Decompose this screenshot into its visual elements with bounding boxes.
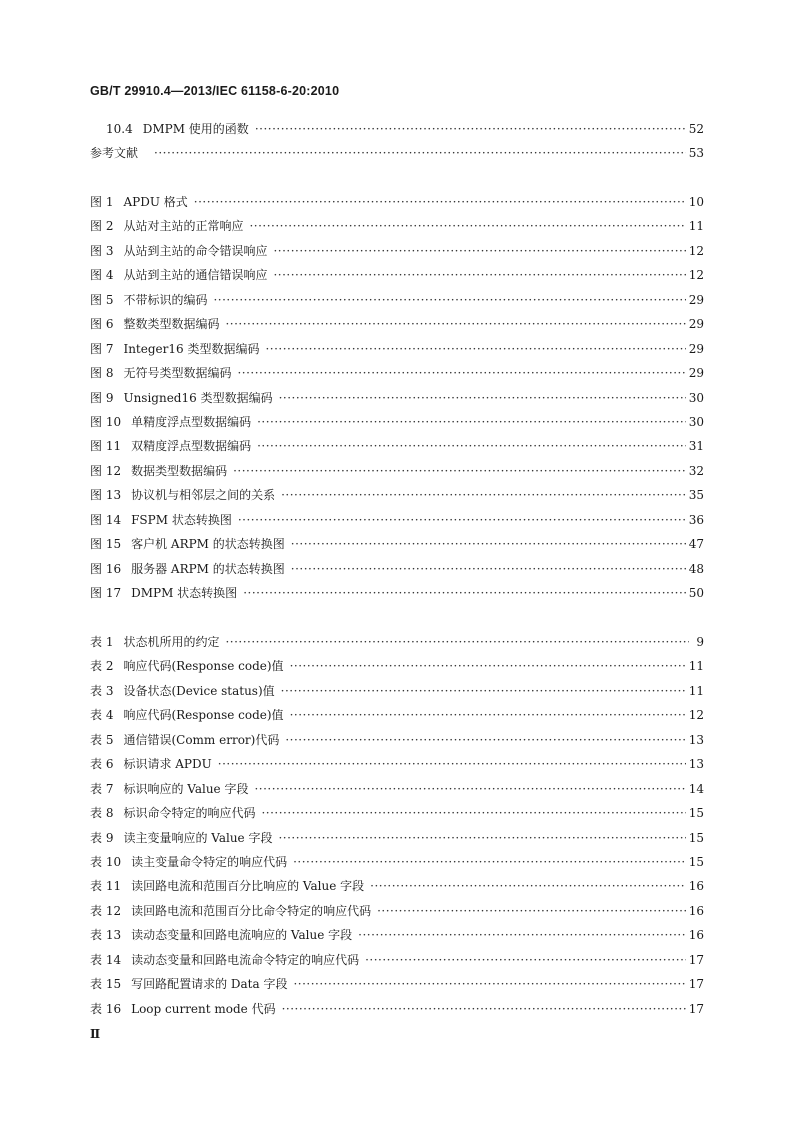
figure-entry-page: 35 [688, 488, 704, 503]
figure-entry[interactable] [90, 288, 704, 312]
figure-entry-number: 图 16 [90, 561, 122, 576]
figure-entry-page: 30 [688, 390, 704, 405]
table-entry-title: 标识响应的 Value 字段 [123, 781, 249, 796]
dot-leader [370, 874, 686, 898]
dot-leader [273, 263, 685, 287]
figure-entry-page: 50 [688, 586, 704, 600]
figure-entry-number: 图 17 [90, 586, 122, 600]
figure-entry-number: 图 3 [90, 243, 114, 258]
toc-entry-number: 参考文献 [90, 146, 139, 161]
table-entry-number: 表 8 [90, 806, 114, 821]
dot-leader [377, 899, 686, 923]
dot-leader [225, 312, 685, 336]
table-entry-number: 表 5 [90, 732, 114, 747]
figure-entry-title: FSPM 状态转换图 [131, 512, 232, 527]
figure-entry-page: 31 [688, 439, 704, 454]
table-entry-number: 表 6 [90, 757, 114, 772]
figure-entry[interactable] [90, 312, 704, 336]
dot-leader [243, 581, 686, 605]
table-entry-title: 读动态变量和回路电流响应的 Value 字段 [131, 928, 353, 943]
figure-entry-number: 图 13 [90, 488, 122, 503]
table-entry-page: 12 [688, 708, 704, 723]
figure-entry-title: 整数类型数据编码 [123, 317, 220, 332]
dot-leader [233, 459, 686, 483]
figure-entry-title: 从站到主站的命令错误响应 [123, 243, 268, 258]
dot-leader [358, 923, 686, 947]
figure-entry[interactable] [90, 361, 704, 385]
figure-entry-title: 协议机与相邻层之间的关系 [131, 488, 276, 503]
figure-entry-number: 图 15 [90, 537, 122, 552]
table-entry-number: 表 3 [90, 683, 114, 698]
figure-entry-title: APDU 格式 [123, 195, 188, 209]
table-entry-number: 表 11 [90, 879, 122, 894]
dot-leader [291, 532, 686, 556]
table-entry-number: 表 9 [90, 830, 114, 845]
figure-entry-number: 图 14 [90, 512, 122, 527]
figure-entry-page: 29 [688, 292, 704, 307]
figure-entry-page: 30 [688, 414, 704, 429]
table-entry-number: 表 1 [90, 635, 114, 649]
table-entry-title: 读主变量命令特定的响应代码 [131, 854, 288, 869]
table-entry[interactable] [90, 752, 704, 776]
figure-entry-number: 图 11 [90, 439, 122, 454]
table-entry-title: 读回路电流和范围百分比命令特定的响应代码 [131, 903, 372, 918]
table-entry-title: 读回路电流和范围百分比响应的 Value 字段 [131, 879, 365, 894]
dot-leader [218, 752, 686, 776]
table-entry-number: 表 7 [90, 781, 114, 796]
figure-entry-title: 服务器 ARPM 的状态转换图 [131, 561, 285, 576]
table-entry-page: 11 [688, 659, 704, 674]
figure-entry-title: 双精度浮点型数据编码 [131, 439, 252, 454]
table-entry-title: 通信错误(Comm error)代码 [123, 732, 280, 747]
figure-entry-number: 图 1 [90, 195, 114, 209]
toc-entry[interactable] [90, 117, 704, 141]
dot-leader [225, 630, 689, 654]
figure-entry-number: 图 12 [90, 463, 122, 478]
figure-entry-page: 29 [688, 366, 704, 381]
figure-entry-number: 图 4 [90, 268, 114, 283]
table-entry-page: 17 [688, 1001, 704, 1016]
toc-continued-list [90, 117, 704, 166]
table-entry-page: 15 [688, 806, 704, 821]
figure-entry[interactable] [90, 337, 704, 361]
table-entry-title: Loop current mode 代码 [131, 1001, 276, 1016]
toc-entry[interactable] [90, 141, 704, 165]
table-entry-number: 表 4 [90, 708, 114, 723]
figure-entry-page: 48 [688, 561, 704, 576]
table-entry[interactable] [90, 654, 704, 678]
figure-entry-page: 47 [688, 537, 704, 552]
table-entry-page: 15 [688, 830, 704, 845]
figure-entry-page: 36 [688, 512, 704, 527]
toc-entry-title: DMPM 使用的函数 [142, 122, 249, 136]
table-entry-number: 表 12 [90, 903, 122, 918]
figure-entry[interactable] [90, 483, 704, 507]
table-entry[interactable] [90, 899, 704, 923]
figure-entry-title: 从站对主站的正常响应 [123, 219, 244, 234]
figure-entry[interactable] [90, 239, 704, 263]
figure-entry-page: 29 [688, 341, 704, 356]
figure-entry-number: 图 9 [90, 390, 114, 405]
table-entry-page: 16 [688, 903, 704, 918]
dot-leader [290, 703, 686, 727]
table-entry[interactable] [90, 777, 704, 801]
figure-entry[interactable] [90, 508, 704, 532]
dot-leader [285, 728, 685, 752]
figure-entry-title: 从站到主站的通信错误响应 [123, 268, 268, 283]
figure-entry-number: 图 6 [90, 317, 114, 332]
table-entry-page: 16 [688, 928, 704, 943]
table-entry[interactable] [90, 728, 704, 752]
table-entry-page: 9 [696, 635, 704, 649]
table-entry[interactable] [90, 923, 704, 947]
standard-number-header: GB/T 29910.4—2013/IEC 61158-6-20:2010 [90, 84, 340, 98]
dot-leader [281, 483, 686, 507]
figure-entry-title: 无符号类型数据编码 [123, 366, 232, 381]
dot-leader [261, 801, 685, 825]
table-entry-title: 读动态变量和回路电流命令特定的响应代码 [131, 952, 360, 967]
dot-leader [265, 337, 685, 361]
figure-entry[interactable] [90, 459, 704, 483]
dot-leader [291, 557, 686, 581]
table-entry-title: 设备状态(Device status)值 [123, 683, 275, 698]
dot-leader [255, 117, 686, 141]
table-entry[interactable] [90, 679, 704, 703]
table-entry-title: 标识命令特定的响应代码 [123, 806, 256, 821]
figure-entry[interactable] [90, 532, 704, 556]
figure-entry-number: 图 2 [90, 219, 114, 234]
dot-leader [154, 141, 686, 165]
dot-leader [257, 410, 686, 434]
table-entry[interactable] [90, 826, 704, 850]
dot-leader [257, 434, 686, 458]
dot-leader [238, 508, 686, 532]
figure-entry-title: Integer16 类型数据编码 [123, 341, 260, 356]
dot-leader [293, 972, 685, 996]
figure-entry[interactable] [90, 581, 704, 605]
figure-entry-title: 客户机 ARPM 的状态转换图 [131, 537, 285, 552]
figure-entry-title: DMPM 状态转换图 [131, 586, 238, 600]
figure-entry[interactable] [90, 386, 704, 410]
table-entry-page: 17 [688, 952, 704, 967]
table-entry-page: 16 [688, 879, 704, 894]
figure-entry[interactable] [90, 263, 704, 287]
toc-entry-number: 10.4 [106, 122, 133, 136]
table-entry-page: 11 [688, 683, 704, 698]
figure-entry-page: 12 [688, 268, 704, 283]
dot-leader [273, 239, 685, 263]
table-entry-title: 响应代码(Response code)值 [123, 708, 284, 723]
figure-entry[interactable] [90, 214, 704, 238]
dot-leader [194, 190, 686, 214]
figure-entry-page: 32 [688, 463, 704, 478]
dot-leader [293, 850, 686, 874]
dot-leader [237, 361, 685, 385]
dot-leader [279, 386, 686, 410]
figure-entry-number: 图 10 [90, 414, 122, 429]
table-entry-title: 读主变量响应的 Value 字段 [123, 830, 273, 845]
table-entry[interactable] [90, 801, 704, 825]
dot-leader [249, 214, 685, 238]
figure-list [90, 190, 704, 605]
figure-entry-number: 图 7 [90, 341, 114, 356]
page-number: Ⅱ [90, 1027, 101, 1041]
dot-leader [290, 654, 686, 678]
dot-leader [281, 679, 686, 703]
table-entry-page: 13 [688, 732, 704, 747]
table-entry[interactable] [90, 874, 704, 898]
figure-entry-number: 图 5 [90, 292, 114, 307]
table-entry-page: 15 [688, 854, 704, 869]
table-entry-title: 标识请求 APDU [123, 757, 212, 772]
dot-leader [254, 777, 685, 801]
figure-entry[interactable] [90, 557, 704, 581]
toc-entry-page: 53 [688, 146, 704, 161]
figure-entry-title: Unsigned16 类型数据编码 [123, 390, 273, 405]
table-entry-number: 表 16 [90, 1001, 122, 1016]
figure-entry-number: 图 8 [90, 366, 114, 381]
table-entry-number: 表 13 [90, 928, 122, 943]
table-entry-page: 13 [688, 757, 704, 772]
table-entry-number: 表 15 [90, 977, 122, 992]
figure-entry[interactable] [90, 410, 704, 434]
table-entry[interactable] [90, 630, 704, 654]
figure-entry-title: 不带标识的编码 [123, 292, 208, 307]
figure-entry-title: 单精度浮点型数据编码 [131, 414, 252, 429]
table-entry-title: 状态机所用的约定 [123, 635, 220, 649]
figure-entry-page: 11 [688, 219, 704, 234]
toc-entry-page: 52 [688, 122, 704, 136]
table-entry[interactable] [90, 997, 704, 1021]
table-entry[interactable] [90, 972, 704, 996]
table-list [90, 630, 704, 1021]
dot-leader [365, 948, 686, 972]
figure-entry-page: 29 [688, 317, 704, 332]
table-entry[interactable] [90, 948, 704, 972]
table-entry[interactable] [90, 703, 704, 727]
table-entry-page: 14 [688, 781, 704, 796]
table-entry[interactable] [90, 850, 704, 874]
figure-entry-page: 12 [688, 243, 704, 258]
figure-entry-title: 数据类型数据编码 [131, 463, 228, 478]
figure-entry[interactable] [90, 434, 704, 458]
dot-leader [278, 826, 685, 850]
table-entry-number: 表 14 [90, 952, 122, 967]
figure-entry-page: 10 [688, 195, 704, 209]
table-entry-title: 响应代码(Response code)值 [123, 659, 284, 674]
table-entry-number: 表 10 [90, 854, 122, 869]
dot-leader [213, 288, 685, 312]
figure-entry[interactable] [90, 190, 704, 214]
table-entry-title: 写回路配置请求的 Data 字段 [131, 977, 288, 992]
table-entry-page: 17 [688, 977, 704, 992]
table-entry-number: 表 2 [90, 659, 114, 674]
dot-leader [282, 997, 686, 1021]
